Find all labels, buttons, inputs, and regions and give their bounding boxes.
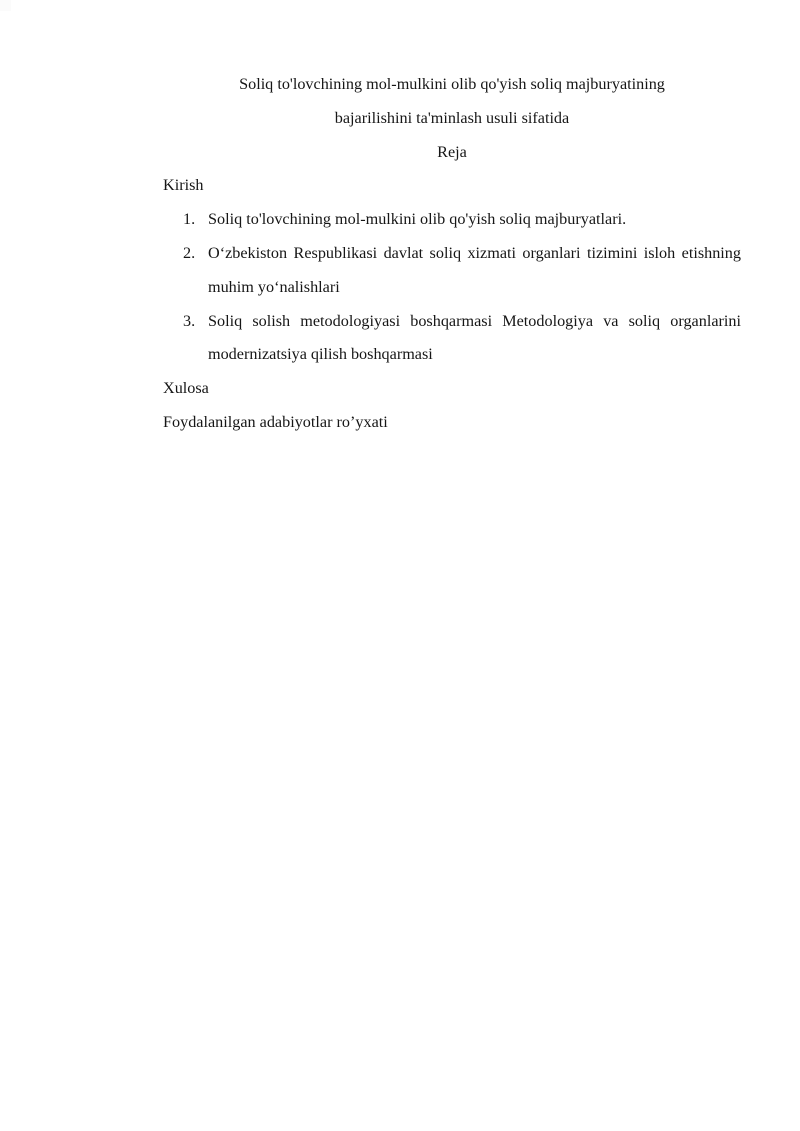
scan-artifact [0, 0, 11, 11]
conclusion-label: Xulosa [163, 379, 209, 398]
list-item-marker: 2. [183, 243, 196, 262]
page-title-line-1: Soliq to'lovchining mol-mulkini olib qo'yish soliq majburyatining [239, 75, 665, 93]
list-item [163, 237, 741, 305]
list-item-marker: 3. [183, 311, 196, 330]
list-item [163, 305, 741, 373]
list-item-marker: 1. [183, 210, 196, 229]
plan-list [163, 203, 741, 372]
list-item-text: Soliq to'lovchining mol-mulkini olib qo'yish soliq majburyatlari. [208, 210, 627, 229]
page-title-line-2: bajarilishini ta'minlash usuli sifatida [334, 108, 570, 127]
plan-heading: Reja [437, 142, 467, 161]
page-title [163, 68, 741, 136]
list-item-text: Soliq solish metodologiyasi boshqarmasi Metodologiya va soliq organlarini modernizatsiya qilish boshqarmasi [208, 311, 741, 364]
references-label: Foydalanilgan adabiyotlar ro’yxati [163, 412, 388, 431]
document-body [163, 68, 741, 440]
intro-label: Kirish [163, 176, 204, 195]
list-item-text: Oʻzbekiston Respublikasi davlat soliq xizmati organlari tizimini isloh etishning muhim yoʻnalishlari [208, 243, 741, 296]
list-item [163, 203, 741, 237]
